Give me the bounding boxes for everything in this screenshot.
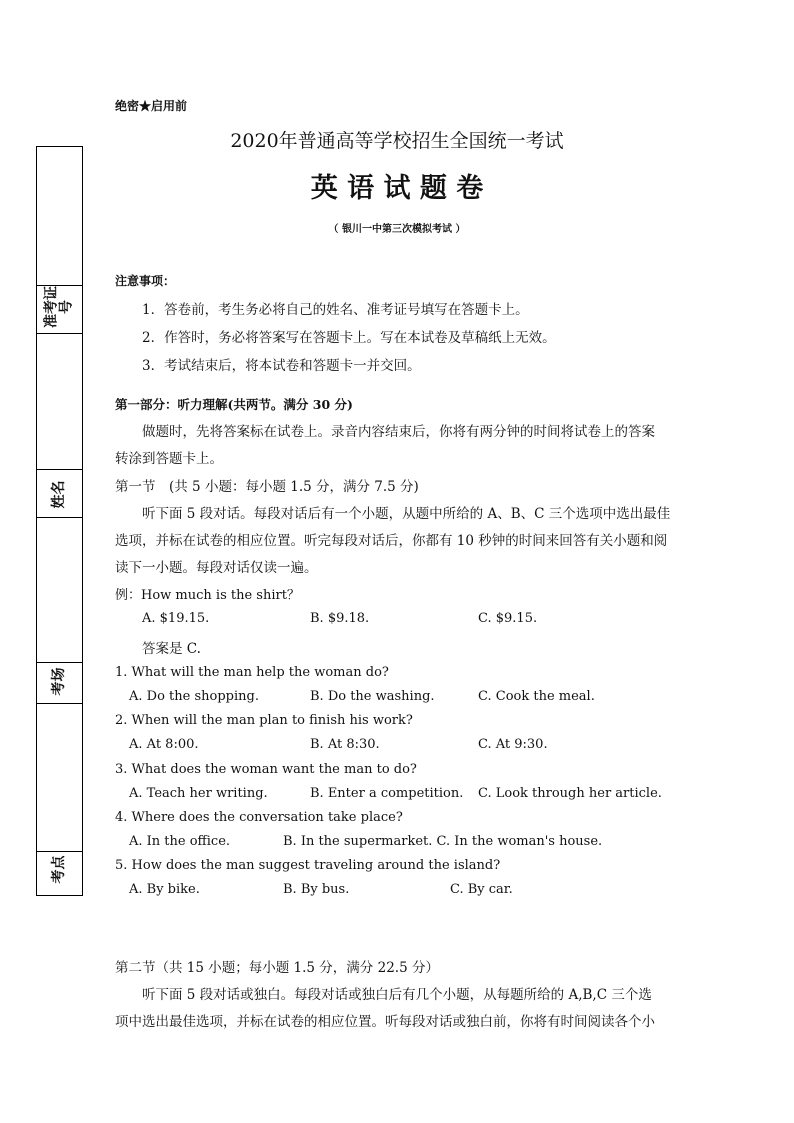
exam-title: 2020年普通高等学校招生全国统一考试 [230,130,564,152]
question-option: B. Do the washing. [310,689,435,704]
strip-label-name: 姓名 [51,480,67,509]
example-option-b: B. $9.18. [310,611,370,626]
section2-intro: 项中选出最佳选项，并标在试卷的相应位置。听每段对话或独白前，你将有时间阅读各个小 [115,1014,655,1030]
notice-item: 2．作答时，务必将答案写在答题卡上。写在本试卷及草稿纸上无效。 [142,330,556,346]
exam-note: （ 银川一中第三次模拟考试 ） [328,224,466,235]
notice-heading: 注意事项： [115,274,176,288]
question-stem: 5. How does the man suggest traveling around the island? [115,858,501,873]
section1-intro: 读下一小题。每段对话仅读一遍。 [115,560,318,576]
example-prompt: 例：How much is the shirt？ [115,588,300,603]
strip-label-room: 考场 [51,667,67,696]
question-option: A. By bike. [129,882,200,897]
question-stem: 4. Where does the conversation take place? [115,810,403,825]
question-option: C. Cook the meal. [478,689,595,704]
example-option-c: C. $9.15. [478,611,538,626]
question-stem: 3. What does the woman want the man to do? [115,762,417,777]
question-option: A. At 8:00. [129,737,199,752]
strip-label-site: 考点 [51,855,67,884]
question-option: B. In the supermarket. C. In the woman's house. [283,834,603,849]
binding-strip [36,146,83,896]
strip-divider [37,469,82,470]
strip-label-exam-id: 准考证号 [43,286,75,328]
question-stem: 2. When will the man plan to finish his work? [115,713,413,728]
question-option: A. In the office. [129,834,231,849]
notice-item: 1．答卷前，考生务必将自己的姓名、准考证号填写在答题卡上。 [142,302,529,318]
section1-heading: 第一节 (共 5 小题：每小题 1.5 分，满分 7.5 分) [115,479,419,495]
strip-divider [37,333,82,334]
section1-intro: 听下面 5 段对话。每段对话后有一个小题，从题中所给的 A、B、C 三个选项中选出最佳 [142,506,671,522]
question-option: C. By car. [450,882,513,897]
part1-intro: 做题时，先将答案标在试卷上。录音内容结束后，你将有两分钟的时间将试卷上的答案 [142,424,655,440]
strip-divider [37,703,82,704]
part1-intro: 转涂到答题卡上。 [115,451,223,467]
section2-intro: 听下面 5 段对话或独白。每段对话或独白后有几个小题，从每题所给的 A,B,C 三个选 [142,987,652,1003]
strip-divider [37,517,82,518]
question-option: A. Teach her writing. [129,786,268,801]
question-option: C. At 9:30. [478,737,548,752]
question-option: C. Look through her article. [478,786,662,801]
notice-item: 3．考试结束后，将本试卷和答题卡一并交回。 [142,358,421,374]
question-option: B. By bus. [283,882,350,897]
question-stem: 1. What will the man help the woman do? [115,665,389,680]
section2-heading: 第二节（共 15 小题；每小题 1.5 分，满分 22.5 分） [115,960,439,976]
example-answer: 答案是 C. [142,641,201,657]
part1-heading: 第一部分：听力理解(共两节。满分 30 分) [115,397,353,412]
question-option: B. At 8:30. [310,737,380,752]
secret-mark: 绝密★启用前 [115,99,188,113]
question-option: A. Do the shopping. [129,689,259,704]
paper-title: 英 语 试 题 卷 [310,173,484,204]
section1-intro: 选项，并标在试卷的相应位置。听完每段对话后，你都有 10 秒钟的时间来回答有关小题和阅 [115,533,668,549]
question-option: B. Enter a competition. [310,786,464,801]
example-option-a: A. $19.15. [142,611,210,626]
